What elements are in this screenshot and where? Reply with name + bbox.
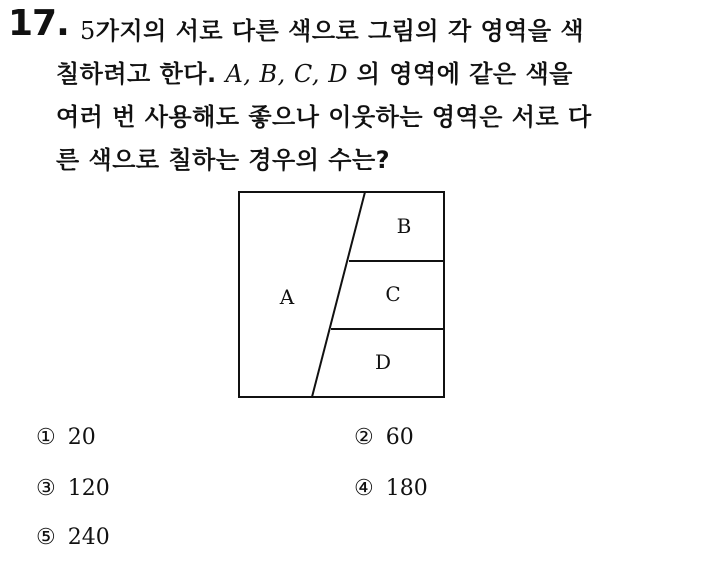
choice-mark: ③: [36, 476, 56, 501]
question-stem: [56, 10, 696, 182]
region-d-label: D: [374, 350, 392, 374]
region-b-label: B: [396, 214, 412, 238]
stem-line-2: [56, 53, 696, 96]
choice-value: 60: [385, 425, 414, 450]
stem-text: 른 색으로 칠하는 경우의 수는?: [56, 146, 391, 174]
question-number: 17.: [8, 3, 69, 44]
region-a-label: A: [279, 285, 295, 309]
region-diagram-svg: [238, 191, 448, 401]
stem-line-3: [56, 96, 696, 139]
choice-1[interactable]: [36, 423, 96, 453]
stem-number: 5: [80, 17, 96, 45]
choice-value: 180: [385, 476, 428, 501]
choice-5[interactable]: [36, 523, 110, 553]
stem-text: 의 영역에 같은 색을: [347, 60, 573, 88]
choice-value: 120: [67, 476, 110, 501]
choice-4[interactable]: [354, 474, 428, 504]
stem-line-1: [56, 10, 696, 53]
stem-math: A, B, C, D: [225, 60, 348, 88]
stem-line-4: [56, 139, 696, 182]
region-c-label: C: [385, 282, 401, 306]
choice-mark: ⑤: [36, 525, 56, 550]
choice-3[interactable]: [36, 474, 110, 504]
slanted-divider: [312, 192, 365, 397]
choice-mark: ④: [354, 476, 374, 501]
choice-value: 20: [67, 425, 96, 450]
choice-2[interactable]: [354, 423, 414, 453]
choice-value: 240: [67, 525, 110, 550]
stem-text: 여러 번 사용해도 좋으나 이웃하는 영역은 서로 다: [56, 103, 592, 131]
outer-square: [239, 192, 444, 397]
choice-mark: ①: [36, 425, 56, 450]
region-diagram: [238, 191, 448, 405]
stem-text: 가지의 서로 다른 색으로 그림의 각 영역을 색: [95, 17, 585, 45]
stem-text: 칠하려고 한다.: [56, 60, 226, 88]
choice-mark: ②: [354, 425, 374, 450]
